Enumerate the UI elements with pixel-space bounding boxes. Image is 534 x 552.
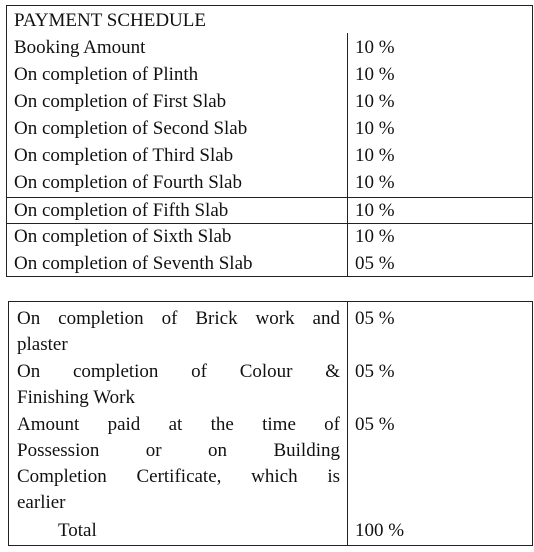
row-label-line: Completion Certificate, which is [17, 466, 340, 487]
row-label: On completion of Fourth Slab [14, 172, 242, 193]
row-value: 10 % [355, 64, 395, 85]
total-label: Total [58, 520, 97, 541]
row-label: Booking Amount [14, 37, 146, 58]
row-value: 05 % [355, 361, 395, 382]
row-value: 10 % [355, 118, 395, 139]
payment-schedule-table [6, 5, 533, 277]
row-label: On completion of Second Slab [14, 118, 248, 139]
row-value: 05 % [355, 308, 395, 329]
row-value: 10 % [355, 226, 395, 247]
row-label [17, 306, 340, 358]
row-value: 10 % [355, 145, 395, 166]
row-label-line: Possession or on Building [17, 440, 340, 461]
row-label-line: Amount paid at the time of [17, 414, 340, 435]
row-value: 10 % [355, 172, 395, 193]
row-value: 10 % [355, 200, 395, 221]
row-value: 05 % [355, 414, 395, 435]
row-label: On completion of First Slab [14, 91, 227, 112]
column-divider [347, 33, 348, 276]
table-title: PAYMENT SCHEDULE [14, 10, 206, 31]
total-value: 100 % [355, 520, 405, 541]
payment-schedule-table-continued [8, 301, 533, 546]
row-label: On completion of Sixth Slab [14, 226, 232, 247]
column-divider [347, 302, 348, 545]
row-value: 10 % [355, 37, 395, 58]
row-label [17, 412, 340, 516]
row-label-line: Finishing Work [17, 387, 135, 408]
row-label-line: earlier [17, 492, 66, 513]
row-label-line: plaster [17, 334, 68, 355]
row-label: On completion of Third Slab [14, 145, 234, 166]
row-value: 05 % [355, 253, 395, 274]
row-label-line: On completion of Brick work and [17, 308, 340, 329]
row-label: On completion of Fifth Slab [14, 200, 229, 221]
row-label: On completion of Plinth [14, 64, 199, 85]
row-label: On completion of Seventh Slab [14, 253, 253, 274]
row-value: 10 % [355, 91, 395, 112]
row-label-line: On completion of Colour & [17, 361, 340, 382]
row-label [17, 359, 340, 411]
